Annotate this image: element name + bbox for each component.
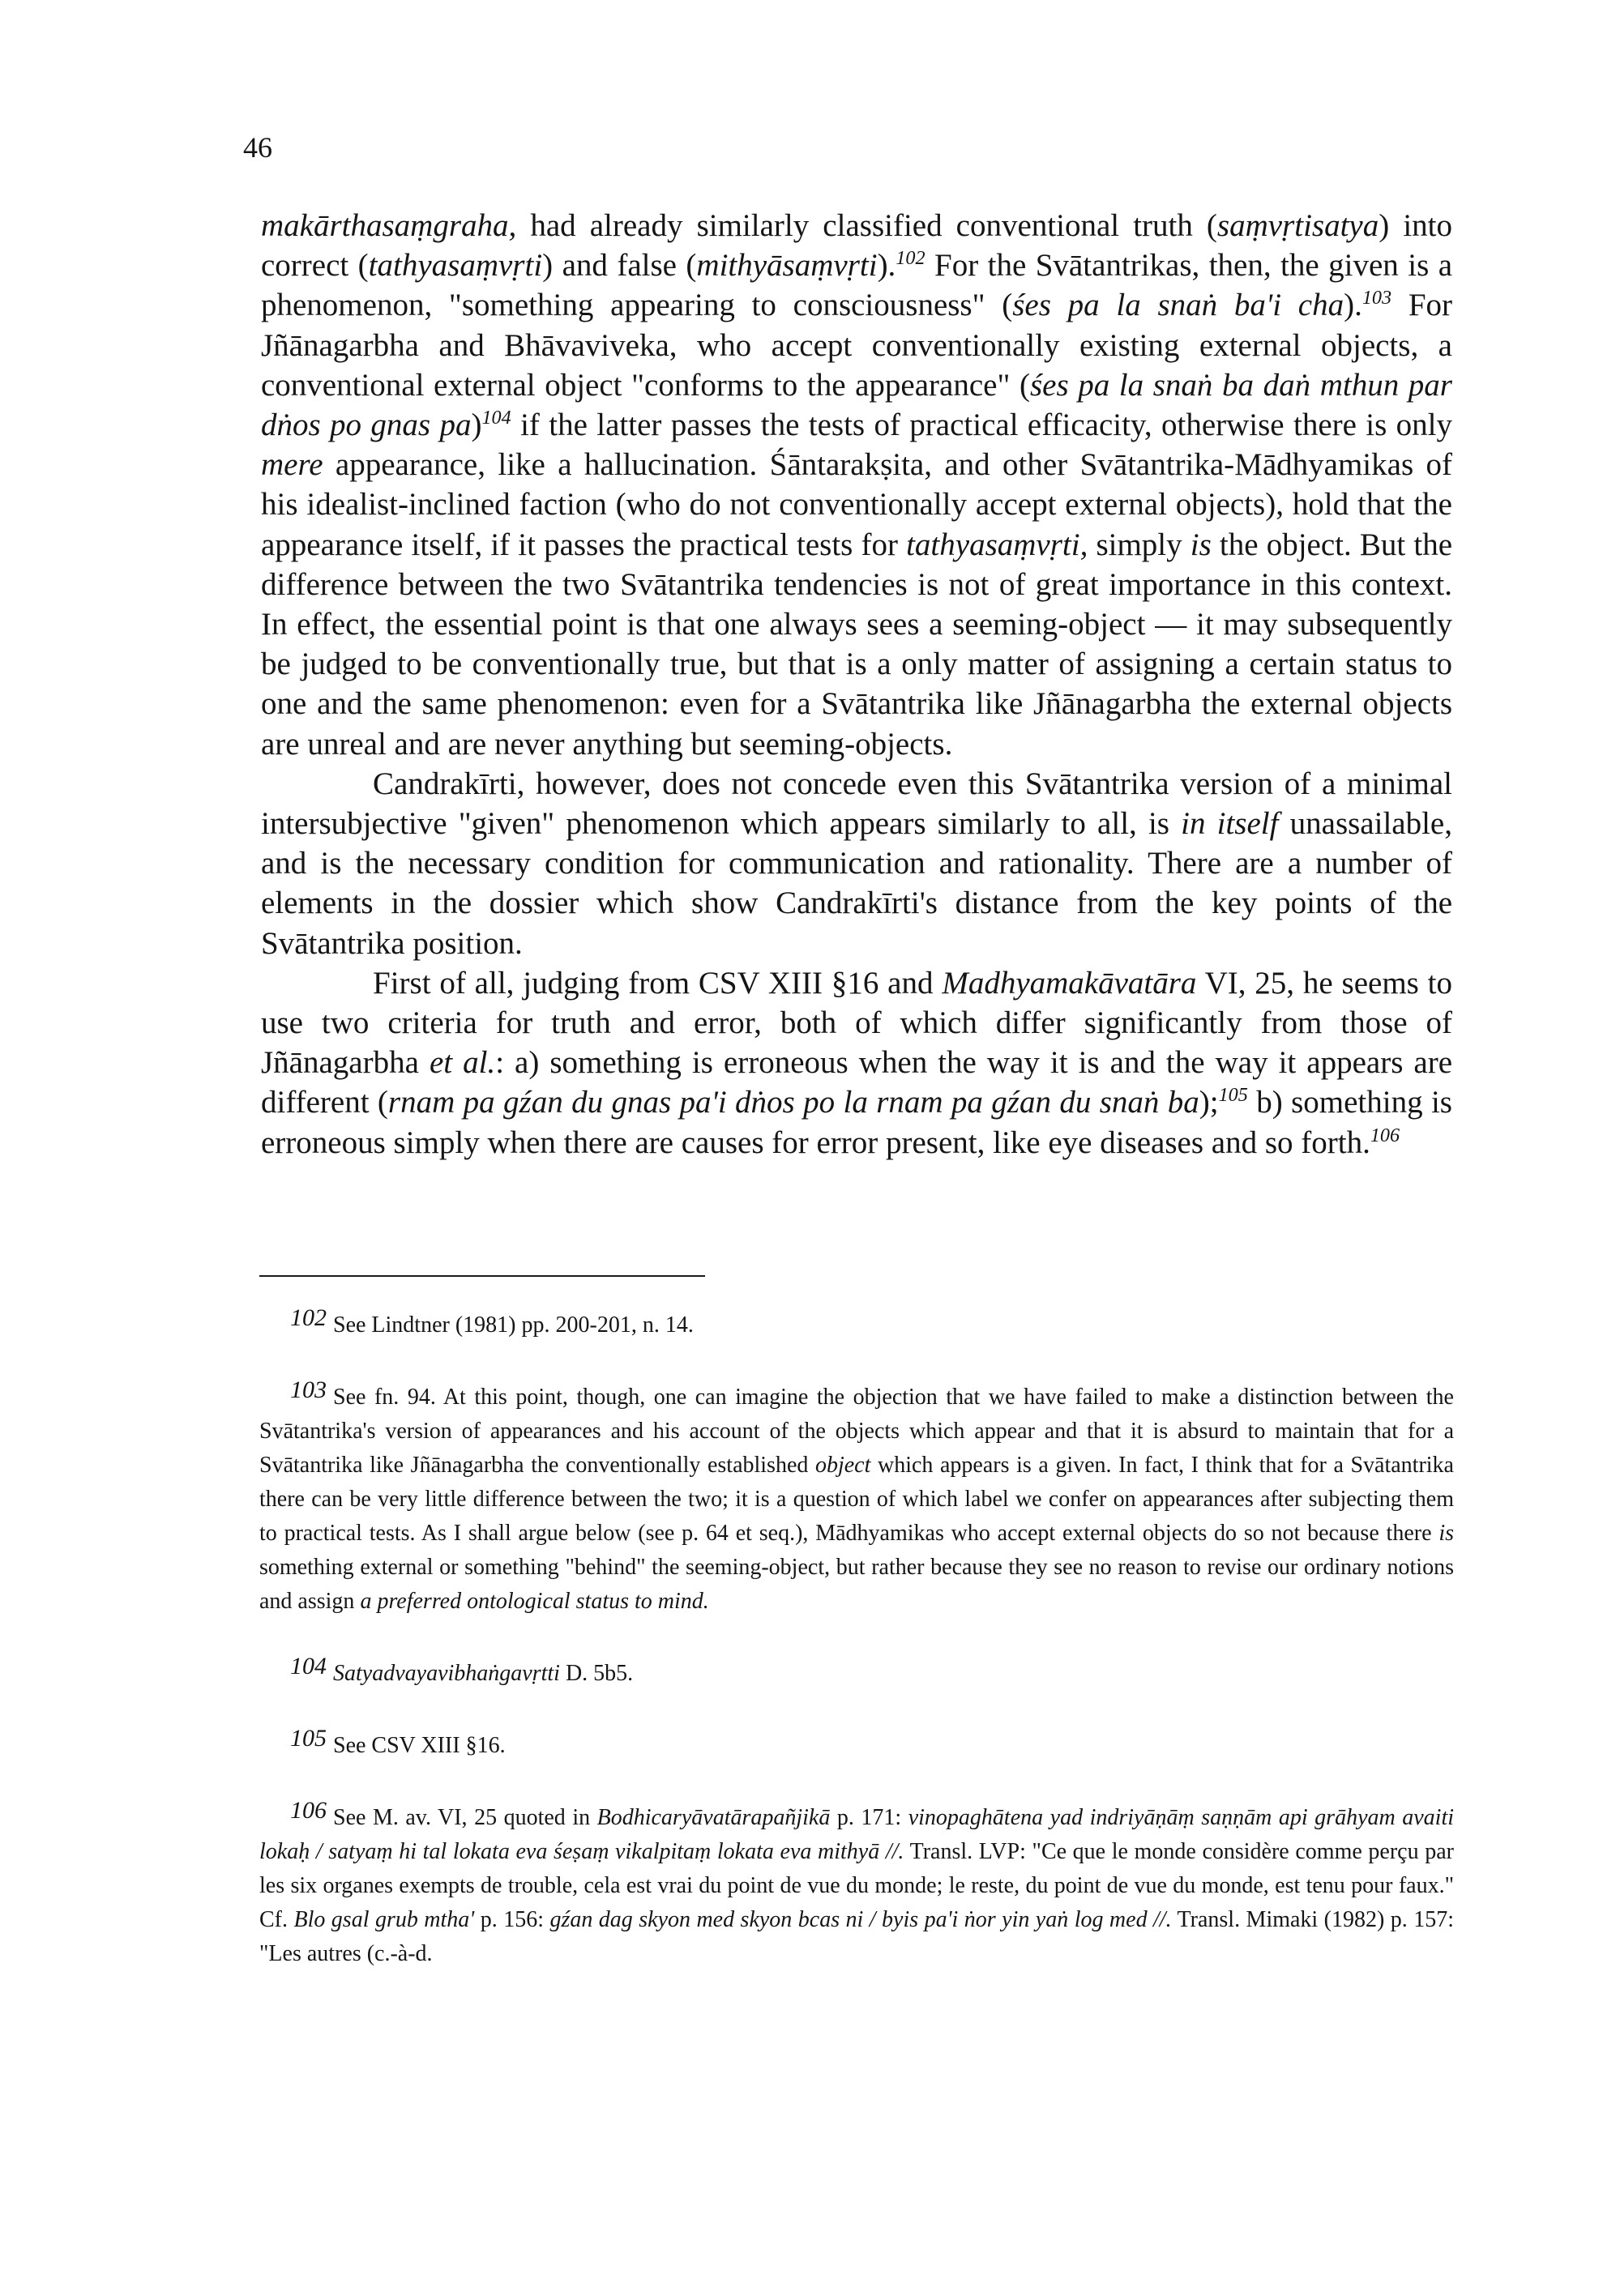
text-run: VI, 25, he seems to use two criteria for truth and error, both of which differ significantly from those of Jñānagarbha xyxy=(261,965,1453,1081)
italic-text: a preferred ontological status to mind. xyxy=(360,1589,709,1614)
italic-text: śes pa la snaṅ ba'i cha xyxy=(1012,288,1344,323)
text-run: simply xyxy=(1088,527,1190,562)
text-run: See CSV XIII §16. xyxy=(333,1733,506,1758)
text-run: if the latter passes the tests of practical efficacity, otherwise there is only xyxy=(511,408,1452,443)
text-run: had already similarly classified conventional truth ( xyxy=(516,208,1217,243)
italic-text: rnam pa gźan du gnas pa'i dṅos po la rnam pa gźan du snaṅ ba xyxy=(387,1085,1199,1120)
italic-text: tathyasaṃvṛti, xyxy=(906,527,1088,562)
italic-text: Satyadvayavibhaṅgavṛtti xyxy=(333,1661,560,1686)
text-run: Transl. Mimaki (1982) p. 157: "Les autres (c.-à-d. xyxy=(259,1907,1455,1966)
text-run: ) into correct ( xyxy=(261,208,1452,284)
text-run: See M. av. VI, 25 quoted in xyxy=(333,1805,597,1830)
italic-text: in itself xyxy=(1181,806,1279,842)
footnote-number: 105 xyxy=(290,1725,327,1752)
italic-text: śes pa la snaṅ ba daṅ mthun par dṅos po gnas pa xyxy=(261,367,1452,443)
page-number: 46 xyxy=(243,131,272,164)
italic-text: is xyxy=(1438,1521,1454,1546)
italic-text: mere xyxy=(261,447,323,483)
paragraph-1 xyxy=(261,206,1452,764)
text-run: ) xyxy=(471,408,482,443)
italic-text: object xyxy=(814,1453,871,1478)
text-run: appearance, like a hallucination. Śāntarakṣita, and other Svātantrika-Mādhyamikas of his idealist-inclined faction (who do not conventionally accept external objects), hold that the appearance itself, if it passes the practical tests for xyxy=(261,447,1452,562)
text-run: For Jñānagarbha and Bhāvaviveka, who accept conventionally existing external objects, a conventional external object "conforms to the appearance" ( xyxy=(261,288,1453,403)
text-run: For the Svātantrikas, then, the given is a phenomenon, "something appearing to consciousness" ( xyxy=(261,248,1453,323)
footnote-ref: 103 xyxy=(1361,287,1392,309)
footnote-ref: 105 xyxy=(1218,1084,1248,1107)
text-run: the object. But the difference between the two Svātantrika tendencies is not of great importance in this context. In effect, the essential point is that one always sees a seeming-object — it may subsequently be judged to be conventionally true, but that is a only matter of assigning a certain status to one and the same phenomenon: even for a Svātantrika like Jñānagarbha the external objects are unreal and are never anything but seeming-objects. xyxy=(261,527,1452,762)
italic-text: mithyāsaṃvṛti xyxy=(696,248,878,284)
footnotes xyxy=(259,1301,1454,2002)
footnote-ref: 102 xyxy=(896,247,925,270)
text-run: See Lindtner (1981) pp. 200-201, n. 14. xyxy=(333,1312,694,1338)
text-run: D. 5b5. xyxy=(559,1661,634,1686)
italic-text: is xyxy=(1190,527,1212,562)
text-run: something external or something "behind" the seeming-object, but rather because they see no reason to revise our ordinary notions and assign xyxy=(259,1555,1454,1614)
footnote-ref: 104 xyxy=(481,407,511,429)
footnote-separator xyxy=(259,1275,705,1277)
text-run: p. 156: xyxy=(474,1907,550,1932)
italic-text: gźan dag skyon med skyon bcas ni / byis pa'i ṅor yin yaṅ log med //. xyxy=(549,1907,1172,1932)
footnote-105 xyxy=(259,1722,1454,1763)
text-run: b) something is erroneous simply when there are causes for error present, like eye diseases and so forth. xyxy=(261,1085,1452,1160)
footnote-106 xyxy=(259,1794,1454,1971)
text-run: which appears is a given. In fact, I think that for a Svātantrika there can be very little difference between the two; it is a question of which label we confer on appearances after subjecting them to practical tests. As I shall argue below (see p. 64 et seq.), Mādhyamikas who accept external objects do so not because there xyxy=(259,1453,1454,1546)
text-run: ); xyxy=(1199,1085,1219,1120)
italic-text: Bodhicaryāvatārapañjikā xyxy=(596,1805,831,1830)
paragraph-2 xyxy=(261,764,1452,963)
text-run: unassailable, and is the necessary condition for communication and rationality. There are a number of elements in the dossier which show Candrakīrti's distance from the key points of the Svātantrika position. xyxy=(261,806,1452,961)
italic-text: Blo gsal grub mtha' xyxy=(293,1907,475,1932)
italic-text: makārthasaṃgraha, xyxy=(261,208,517,243)
text-run: Candrakīrti, however, does not concede even this Svātantrika version of a minimal intersubjective "given" phenomenon which appears similarly to all, is xyxy=(261,766,1452,842)
italic-text: saṃvṛtisatya xyxy=(1216,208,1379,243)
italic-text: vinopaghātena yad indriyāṇāṃ saṇṇām api grāhyam avaiti lokaḥ / satyaṃ hi tal lokata eva śeṣaṃ vikalpitaṃ lokata eva mithyā //. xyxy=(259,1805,1455,1864)
italic-text: et al. xyxy=(429,1045,496,1081)
footnote-number: 106 xyxy=(290,1797,327,1824)
footnote-number: 103 xyxy=(290,1376,327,1403)
text-run: p. 171: xyxy=(830,1805,908,1830)
footnote-number: 102 xyxy=(290,1304,327,1331)
text-run: First of all, judging from CSV XIII §16 and xyxy=(373,965,943,1001)
italic-text: Madhyamakāvatāra xyxy=(942,965,1197,1001)
main-text xyxy=(261,206,1452,1163)
text-run: Transl. LVP: "Ce que le monde considère comme perçu par les six organes exempts de trouble, cela est vrai du point de vue du monde; le reste, du point de vue du monde, est tenu pour faux." Cf. xyxy=(259,1839,1455,1932)
text-run: ). xyxy=(1344,288,1362,323)
text-run: ). xyxy=(877,248,896,284)
footnote-text xyxy=(259,1805,1454,1966)
footnote-text xyxy=(333,1312,694,1338)
footnote-number: 104 xyxy=(290,1653,327,1679)
text-run: : a) something is erroneous when the way it is and the way it appears are different ( xyxy=(261,1045,1453,1120)
footnote-text xyxy=(259,1385,1454,1614)
footnote-text xyxy=(333,1661,633,1686)
footnote-103 xyxy=(259,1373,1454,1619)
footnote-102 xyxy=(259,1301,1454,1342)
text-run: ) and false ( xyxy=(542,248,697,284)
footnote-104 xyxy=(259,1649,1454,1691)
paragraph-3 xyxy=(261,963,1452,1163)
footnote-ref: 106 xyxy=(1370,1124,1400,1146)
italic-text: tathyasaṃvṛti xyxy=(368,248,543,284)
text-run: See fn. 94. At this point, though, one can imagine the objection that we have failed to make a distinction between the Svātantrika's version of appearances and his account of the objects which appear and that it is absurd to maintain that for a Svātantrika like Jñānagarbha the conventionally established xyxy=(259,1385,1454,1478)
footnote-text xyxy=(333,1733,506,1758)
